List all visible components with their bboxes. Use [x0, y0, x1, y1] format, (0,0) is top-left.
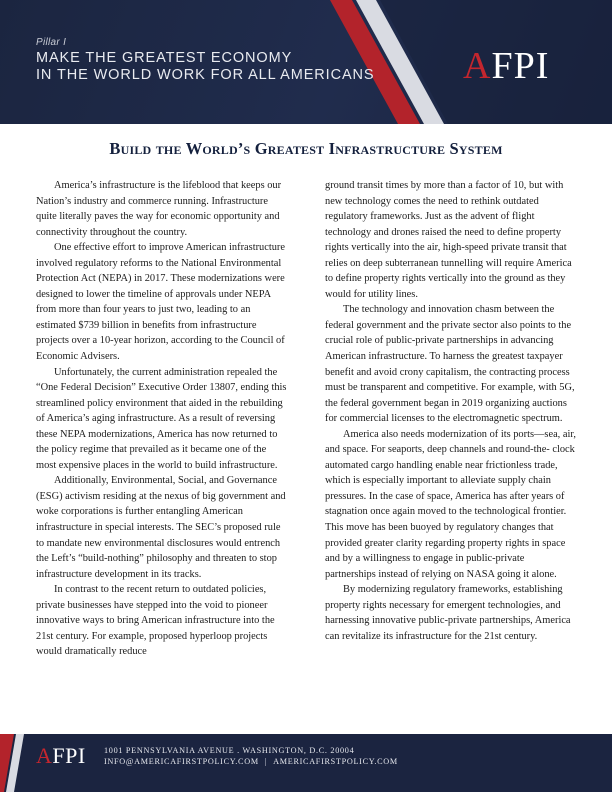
paragraph: Additionally, Environmental, Social, and Governance (ESG) activism residing at the nexus of big government and woke corporations is further entangling American infrastructure in special interests. The SEC’s proposed rule to mandate new environmental disclosures would entrench the Left’s “build-nothing” philosophy and threaten to stop infrastructure development in its tracks.: [36, 475, 286, 580]
paragraph: In contrast to the recent return to outdated policies, private businesses have stepped into the void to pioneer innovative ways to bring American infrastructure into the 21st century. For example, proposed hyperloop projects would dramatically reduce: [36, 584, 275, 658]
pillar-title: [36, 50, 376, 84]
afpi-logo: [463, 46, 549, 86]
pillar-title-line-1: MAKE THE GREATEST ECONOMY: [36, 50, 293, 66]
footer-website-link[interactable]: AMERICAFIRSTPOLICY.COM: [273, 757, 398, 766]
footer-email-link[interactable]: INFO@AMERICAFIRSTPOLICY.COM: [104, 757, 259, 766]
paragraph: America’s infrastructure is the lifeblood that keeps our Nation’s industry and commerce running. Infrastructure quite literally paves the way for economic opportunity and connectivity throughout the country.: [36, 180, 282, 238]
footer-contact-line: [104, 756, 398, 767]
footer-logo-letters: FPI: [52, 743, 86, 768]
pillar-label: Pillar I: [36, 37, 67, 48]
footer-contact: [104, 745, 398, 767]
logo-letters: FPI: [491, 45, 550, 87]
pillar-title-line-2: IN THE WORLD WORK FOR ALL AMERICANS: [36, 67, 375, 83]
footer-address: 1001 PENNSYLVANIA AVENUE . WASHINGTON, D.C. 20004: [104, 746, 355, 755]
paragraph: The technology and innovation chasm between the federal government and the private sector also points to the crucial role of public-private partnerships in advancing American infrastructure. To harness the greatest taxpayer benefit and avoid crony capitalism, the contracting process must be transparent and competitive. For example, with 5G, the federal government began in 2019 organizing auctions for commercial licenses to the electromagnetic spectrum.: [325, 304, 575, 425]
paragraph: One effective effort to improve American infrastructure involved regulatory reforms to the National Environmental Protection Act (NEPA) in 2017. These modernizations were designed to lower the timeline of approvals under NEPA from more than four years to just two, leading to an estimated $739 billion in benefits from infrastructure projects over a 10-year horizon, according to the Council of Economic Advisers.: [36, 242, 285, 363]
document-title: Build the World’s Greatest Infrastructure System: [109, 139, 503, 158]
footer-logo-accent-letter: A: [36, 743, 53, 768]
header-banner: [0, 0, 612, 124]
right-column: [325, 178, 577, 644]
logo-accent-letter: A: [463, 45, 492, 87]
footer-separator: |: [264, 757, 268, 766]
left-column: [36, 178, 288, 660]
paragraph: By modernizing regulatory frameworks, establishing property rights necessary for emergent technologies, and harnessing innovative public-private partnerships, America can revitalize its infrastructure for the 21st century.: [325, 584, 571, 642]
footer-bar: [0, 734, 612, 792]
paragraph: Unfortunately, the current administration repealed the “One Federal Decision” Executive Order 13807, ending this streamlined policy environment that aided in the rebuilding of America’s aging infrastructure. As a result of reversing these NEPA modernizations, America has now returned to the policy regime that prevailed as it became one of the most expensive places in the world to build infrastructure.: [36, 366, 287, 471]
paragraph-continued: ground transit times by more than a factor of 10, but with new technology comes the need to rethink outdated regulatory frameworks. Just as the advent of flight technology and drones raised the need to define property rights vertically into the air, high-speed private transit that relies on deep subterranean tunnelling will require America to define property rights vertically into the ground as they would for utility lines.: [325, 180, 572, 300]
paragraph: America also needs modernization of its ports—sea, air, and space. For seaports, deep channels and round-the- clock automated cargo handling enable near frictionless trade, which is especially important to alleviate supply chain pressures. In the case of space, America has after years of stagnation once again moved to the technological frontier. This move has been buoyed by regulatory changes that provided greater clarity regarding property rights in space and by a willingness to engage in public-private partnerships instead of relying on NASA going it alone.: [325, 428, 577, 580]
footer-afpi-logo: [36, 744, 86, 768]
